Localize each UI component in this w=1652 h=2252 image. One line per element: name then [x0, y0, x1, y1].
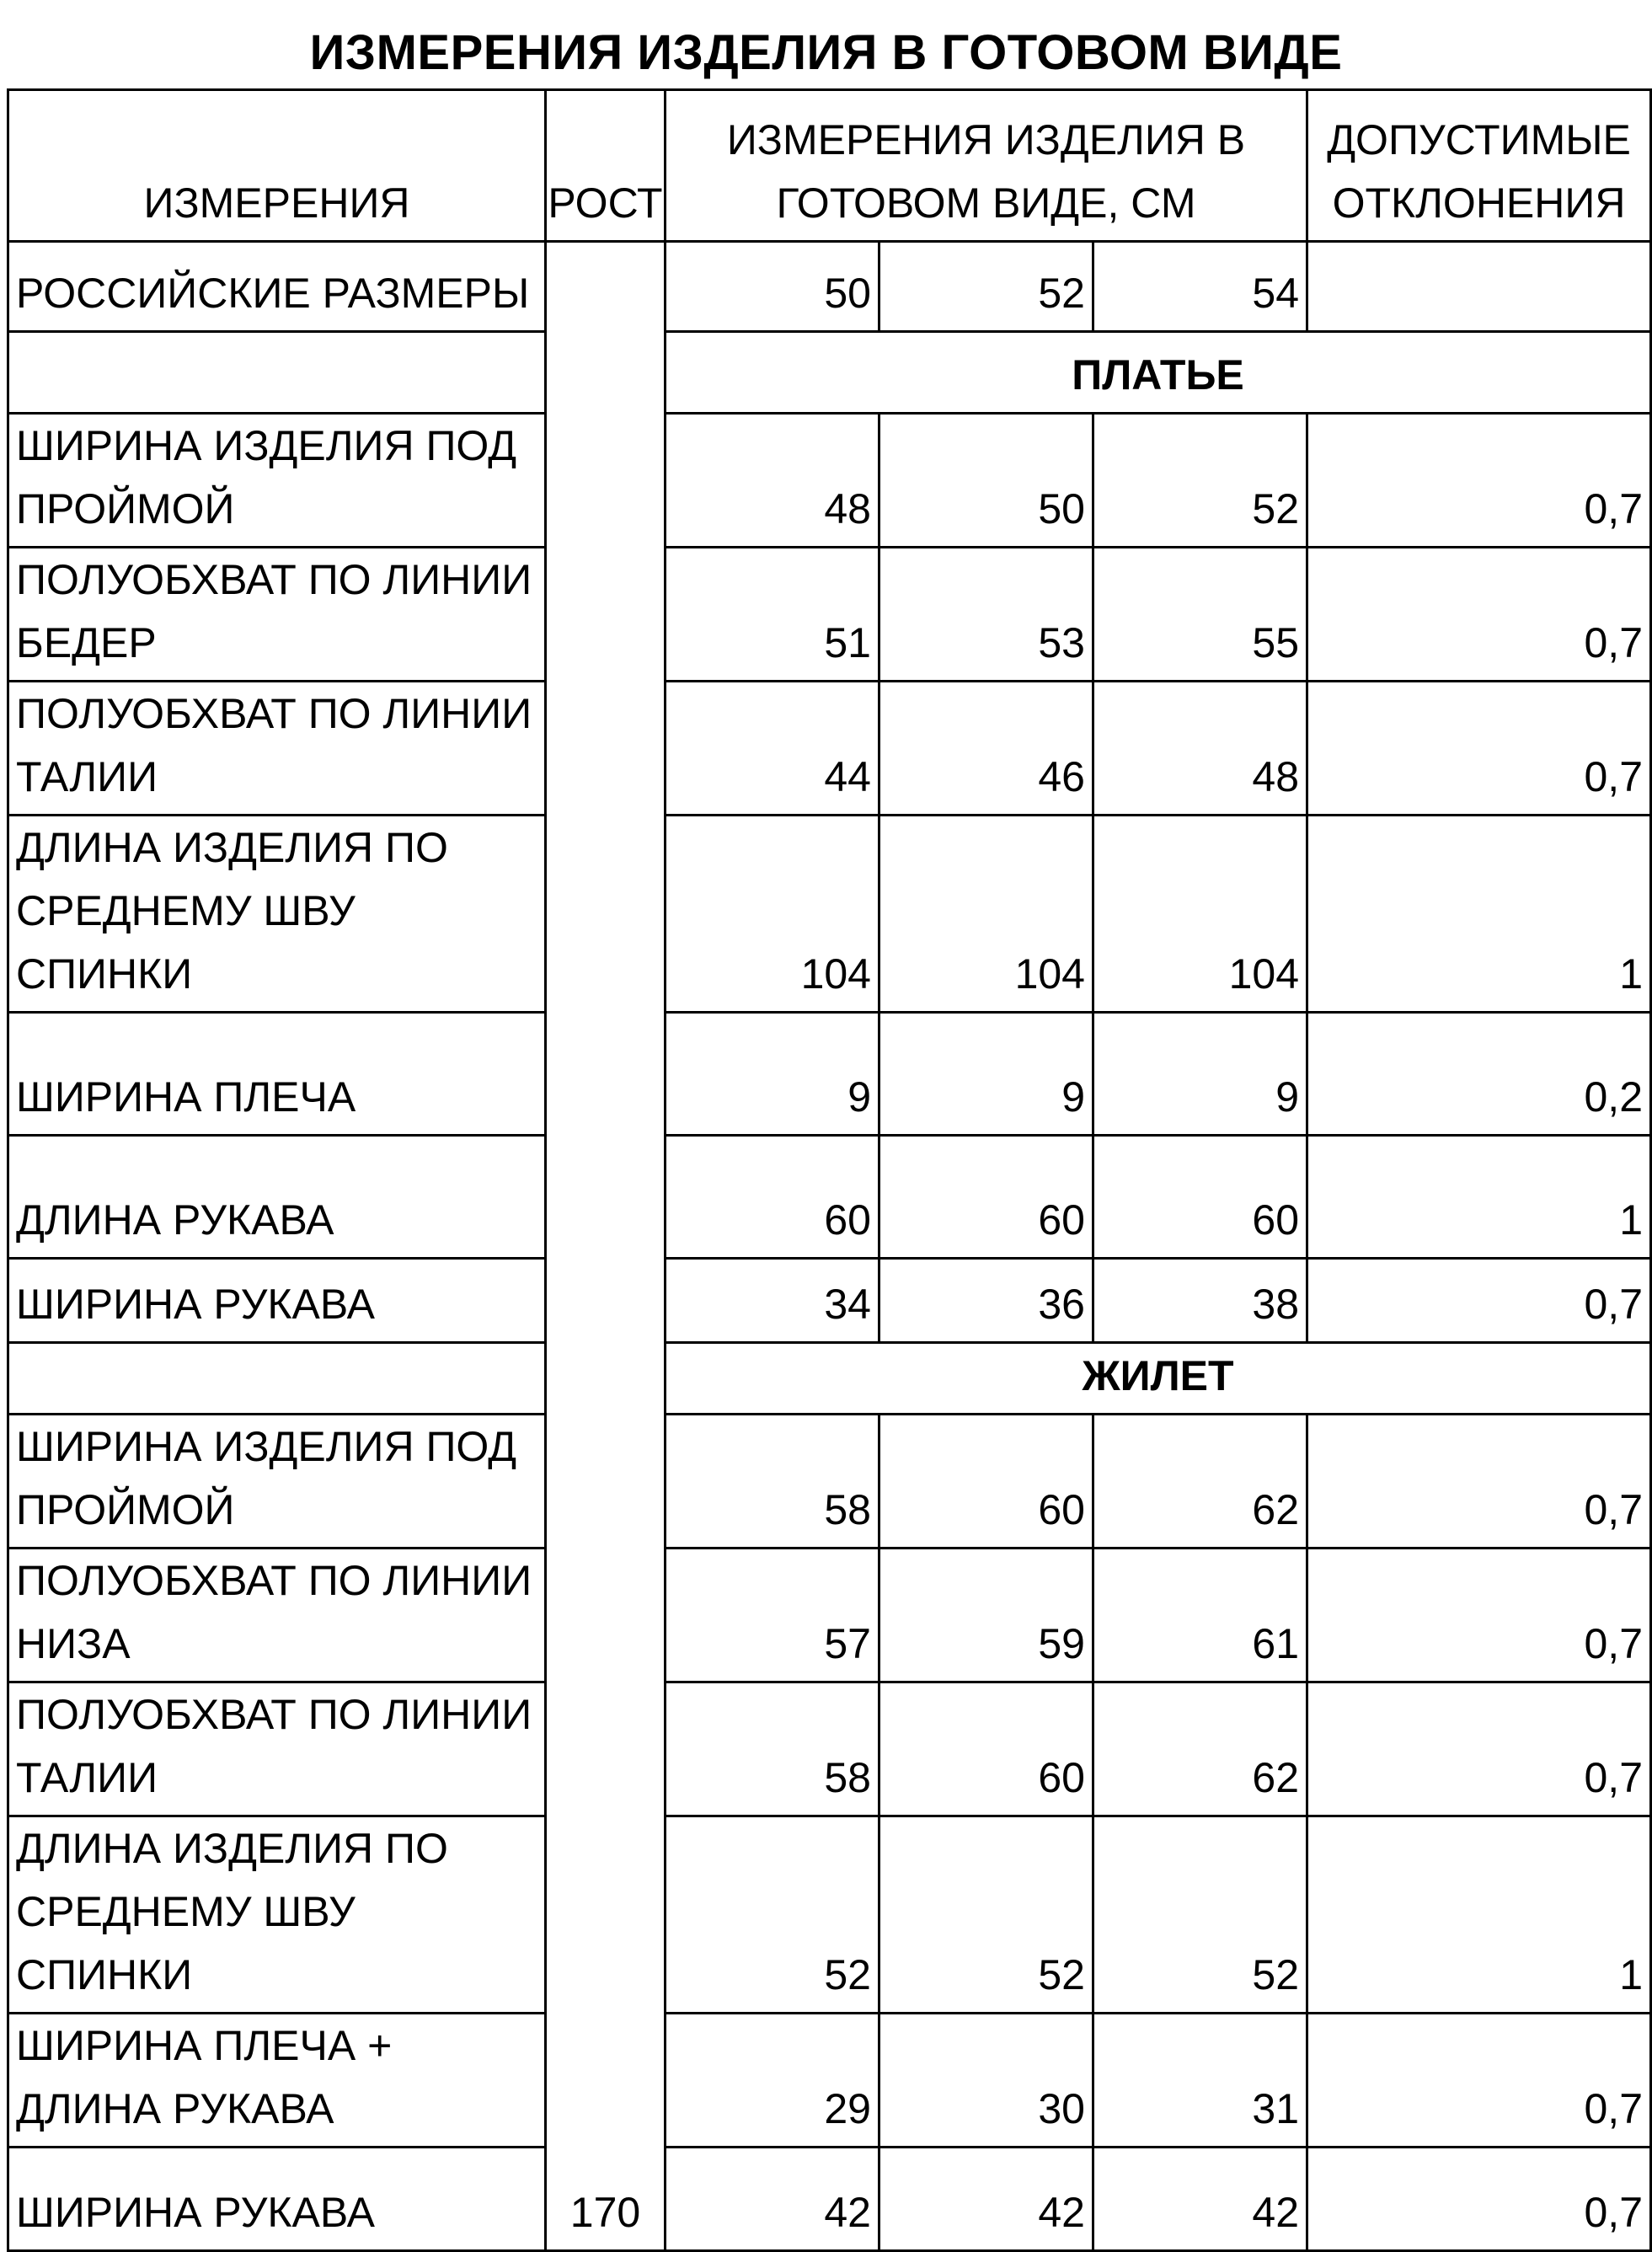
table-row [8, 816, 1651, 1013]
value-cell: 42 [666, 2148, 879, 2251]
value-cell: 29 [666, 2014, 879, 2148]
row-label: ДЛИНА ИЗДЕЛИЯ ПО СРЕДНЕМУ ШВУ СПИНКИ [8, 1816, 546, 2014]
value-cell: 31 [1093, 2014, 1307, 2148]
row-label: ШИРИНА РУКАВА [8, 2148, 546, 2251]
table-row [8, 1013, 1651, 1136]
section-blank-cell [8, 332, 546, 414]
table-row [8, 1259, 1651, 1343]
value-cell: 52 [666, 1816, 879, 2014]
value-cell: 9 [666, 1013, 879, 1136]
tolerance-cell: 1 [1307, 1816, 1651, 2014]
value-cell: 104 [1093, 816, 1307, 1013]
row-label: ШИРИНА ПЛЕЧА [8, 1013, 546, 1136]
value-cell: 61 [1093, 1549, 1307, 1682]
row-label: ПОЛУОБХВАТ ПО ЛИНИИ ТАЛИИ [8, 682, 546, 816]
size-cell: 52 [879, 242, 1093, 332]
row-label: ШИРИНА ПЛЕЧА + ДЛИНА РУКАВА [8, 2014, 546, 2148]
value-cell: 62 [1093, 1682, 1307, 1816]
value-cell: 48 [666, 414, 879, 548]
tolerance-cell: 0,7 [1307, 1682, 1651, 1816]
table-row [8, 414, 1651, 548]
sizes-tolerance [1307, 242, 1651, 332]
table-row [8, 1415, 1651, 1549]
value-cell: 51 [666, 548, 879, 682]
measurements-table [7, 88, 1652, 2252]
section-blank-cell [8, 1343, 546, 1415]
tolerance-cell: 0,7 [1307, 414, 1651, 548]
tolerance-cell: 0,7 [1307, 1549, 1651, 1682]
row-label: ПОЛУОБХВАТ ПО ЛИНИИ НИЗА [8, 1549, 546, 1682]
header-height: РОСТ [546, 90, 666, 242]
value-cell: 57 [666, 1549, 879, 1682]
value-cell: 104 [666, 816, 879, 1013]
table-row [8, 1682, 1651, 1816]
value-cell: 55 [1093, 548, 1307, 682]
tolerance-cell: 0,7 [1307, 548, 1651, 682]
value-cell: 59 [879, 1549, 1093, 1682]
value-cell: 60 [879, 1682, 1093, 1816]
value-cell: 60 [666, 1136, 879, 1259]
table-row [8, 2148, 1651, 2251]
table-row [8, 1816, 1651, 2014]
tolerance-cell: 0,7 [1307, 2014, 1651, 2148]
section-row [8, 1343, 1651, 1415]
value-cell: 44 [666, 682, 879, 816]
row-label: ПОЛУОБХВАТ ПО ЛИНИИ БЕДЕР [8, 548, 546, 682]
tolerance-cell: 0,7 [1307, 682, 1651, 816]
value-cell: 104 [879, 816, 1093, 1013]
value-cell: 53 [879, 548, 1093, 682]
header-tolerance: ДОПУСТИМЫЕ ОТКЛОНЕНИЯ [1307, 90, 1651, 242]
tolerance-cell: 0,2 [1307, 1013, 1651, 1136]
row-label: ШИРИНА ИЗДЕЛИЯ ПОД ПРОЙМОЙ [8, 1415, 546, 1549]
section-title: ЖИЛЕТ [666, 1343, 1651, 1415]
table-row [8, 1136, 1651, 1259]
section-title: ПЛАТЬЕ [666, 332, 1651, 414]
value-cell: 52 [1093, 414, 1307, 548]
row-label: ДЛИНА ИЗДЕЛИЯ ПО СРЕДНЕМУ ШВУ СПИНКИ [8, 816, 546, 1013]
tolerance-cell: 1 [1307, 1136, 1651, 1259]
value-cell: 58 [666, 1415, 879, 1549]
value-cell: 36 [879, 1259, 1093, 1343]
value-cell: 9 [879, 1013, 1093, 1136]
value-cell: 52 [879, 1816, 1093, 2014]
header-measurements: ИЗМЕРЕНИЯ [8, 90, 546, 242]
size-cell: 54 [1093, 242, 1307, 332]
size-cell: 50 [666, 242, 879, 332]
value-cell: 60 [879, 1415, 1093, 1549]
section-row [8, 332, 1651, 414]
row-label: ШИРИНА РУКАВА [8, 1259, 546, 1343]
value-cell: 58 [666, 1682, 879, 1816]
sizes-row [8, 242, 1651, 332]
table-row [8, 682, 1651, 816]
value-cell: 62 [1093, 1415, 1307, 1549]
header-row [8, 90, 1651, 242]
table-row [8, 2014, 1651, 2148]
value-cell: 42 [1093, 2148, 1307, 2251]
value-cell: 46 [879, 682, 1093, 816]
tolerance-cell: 0,7 [1307, 1259, 1651, 1343]
value-cell: 48 [1093, 682, 1307, 816]
value-cell: 50 [879, 414, 1093, 548]
sizes-label: РОССИЙСКИЕ РАЗМЕРЫ [8, 242, 546, 332]
value-cell: 60 [879, 1136, 1093, 1259]
page-title: ИЗМЕРЕНИЯ ИЗДЕЛИЯ В ГОТОВОМ ВИДЕ [309, 25, 1343, 80]
tolerance-cell: 1 [1307, 816, 1651, 1013]
row-label: ШИРИНА ИЗДЕЛИЯ ПОД ПРОЙМОЙ [8, 414, 546, 548]
value-cell: 60 [1093, 1136, 1307, 1259]
row-label: ДЛИНА РУКАВА [8, 1136, 546, 1259]
height-value: 170 [546, 242, 666, 2251]
row-label: ПОЛУОБХВАТ ПО ЛИНИИ ТАЛИИ [8, 1682, 546, 1816]
tolerance-cell: 0,7 [1307, 1415, 1651, 1549]
header-finished-cm: ИЗМЕРЕНИЯ ИЗДЕЛИЯ В ГОТОВОМ ВИДЕ, СМ [666, 90, 1307, 242]
tolerance-cell: 0,7 [1307, 2148, 1651, 2251]
value-cell: 52 [1093, 1816, 1307, 2014]
value-cell: 30 [879, 2014, 1093, 2148]
value-cell: 9 [1093, 1013, 1307, 1136]
value-cell: 34 [666, 1259, 879, 1343]
table-row [8, 1549, 1651, 1682]
table-row [8, 548, 1651, 682]
value-cell: 42 [879, 2148, 1093, 2251]
value-cell: 38 [1093, 1259, 1307, 1343]
